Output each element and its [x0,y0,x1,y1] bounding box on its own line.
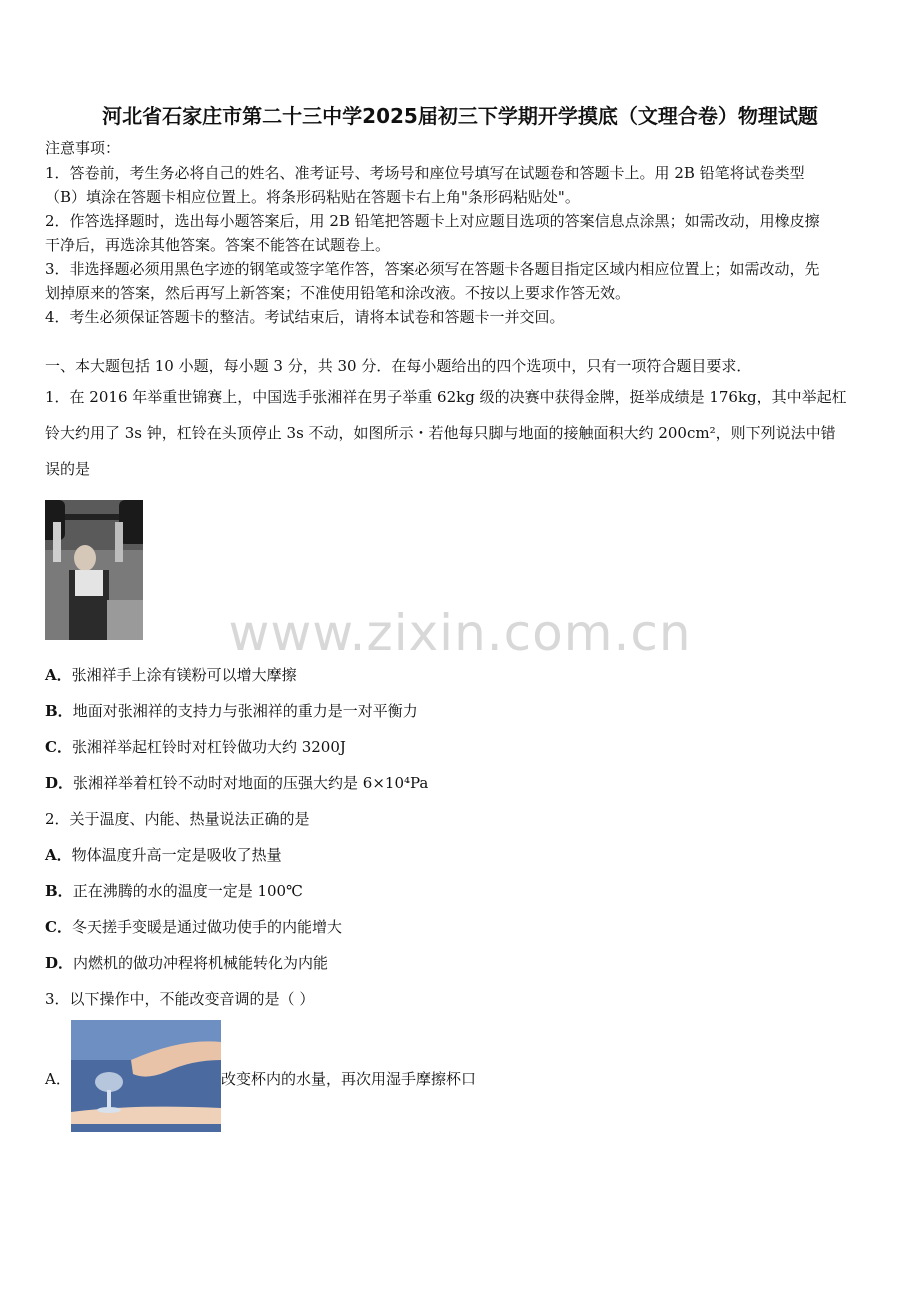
option-text: 冬天搓手变暖是通过做功使手的内能增大 [71,918,342,936]
option-text: 地面对张湘祥的支持力与张湘祥的重力是一对平衡力 [72,702,418,720]
page-title: 河北省石家庄市第二十三中学2025届初三下学期开学摸底（文理合卷）物理试题 [102,104,818,128]
note-line: 4．考生必须保证答题卡的整洁。考试结束后，请将本试卷和答题卡一并交回。 [45,308,565,326]
option-text: 张湘祥举起杠铃时对杠铃做功大约 3200J [71,738,346,756]
note-line: 划掉原来的答案，然后再写上新答案；不准使用铅笔和涂改液。不按以上要求作答无效。 [45,284,631,302]
note-line: 2．作答选择题时，选出每小题答案后，用 2B 铅笔把答题卡上对应题目选项的答案信息点涂黑；如需改动，用橡皮擦 [45,212,820,230]
q2-option-c [45,916,342,937]
q2-option-b [45,880,303,901]
option-label: C． [45,918,72,936]
q1-option-b [45,700,418,721]
option-label: A． [45,846,72,864]
watermark: www.zixin.com.cn [228,604,692,662]
option-label: D． [45,774,74,792]
option-label: B． [45,702,73,720]
option-text: 正在沸腾的水的温度一定是 100℃ [72,882,303,900]
question-3-stem: 3．以下操作中，不能改变音调的是（ ） [45,990,315,1008]
q1-option-d [45,772,428,793]
q3-option-a-label: A． [45,1070,71,1088]
q2-option-a [45,844,282,865]
option-text: 物体温度升高一定是吸收了热量 [71,846,282,864]
note-line: 3．非选择题必须用黑色字迹的钢笔或签字笔作答，答案必须写在答题卡各题目指定区域内相应位置上；如需改动，先 [45,260,820,278]
option-text: 张湘祥手上涂有镁粉可以增大摩擦 [71,666,297,684]
notes-heading: 注意事项： [45,139,121,157]
question-2-stem: 2．关于温度、内能、热量说法正确的是 [45,810,310,828]
question-1-line: 误的是 [45,460,91,478]
option-text: 张湘祥举着杠铃不动时对地面的压强大约是 6×10⁴Pa [73,774,429,792]
q2-option-d [45,952,328,973]
question-1-line: 铃大约用了 3s 钟，杠铃在头顶停止 3s 不动，如图所示・若他每只脚与地面的接触面积大约 200cm²，则下列说法中错 [45,424,836,442]
option-label: C． [45,738,72,756]
q1-option-c [45,736,346,757]
note-line: 1．答卷前，考生务必将自己的姓名、准考证号、考场号和座位号填写在试题卷和答题卡上。用 2B 铅笔将试卷类型 [45,164,805,182]
wine-glass-photo [71,1020,221,1132]
note-line: 干净后，再选涂其他答案。答案不能答在试题卷上。 [45,236,391,254]
option-text: 内燃机的做功冲程将机械能转化为内能 [73,954,329,972]
q1-option-a [45,664,297,685]
option-label: B． [45,882,73,900]
q3-option-a-text: 改变杯内的水量，再次用湿手摩擦杯口 [221,1070,477,1088]
note-line: （B）填涂在答题卡相应位置上。将条形码粘贴在答题卡右上角"条形码粘贴处"。 [45,188,580,206]
section-heading: 一、本大题包括 10 小题，每小题 3 分，共 30 分．在每小题给出的四个选项中，只有一项符合题目要求． [45,357,752,375]
option-label: D． [45,954,74,972]
question-1-line: 1．在 2016 年举重世锦赛上，中国选手张湘祥在男子举重 62kg 级的决赛中获得金牌，挺举成绩是 176kg，其中举起杠 [45,388,847,406]
option-label: A． [45,666,72,684]
